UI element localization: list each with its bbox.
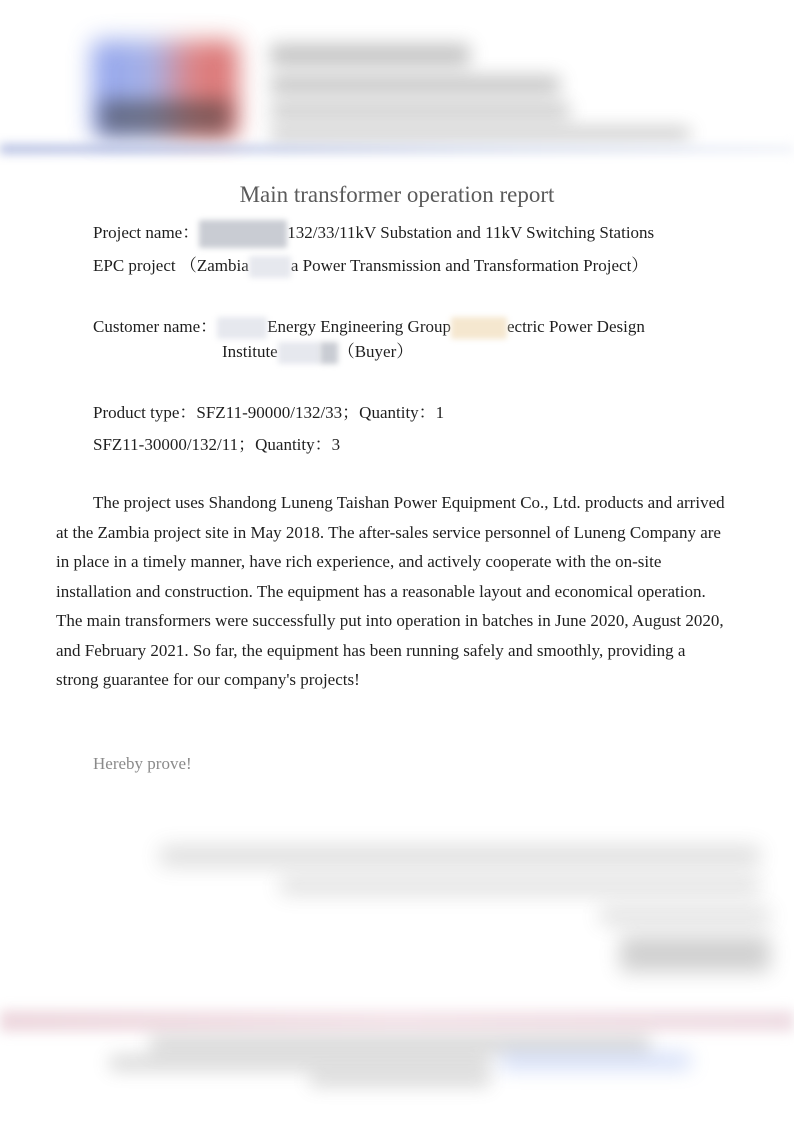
project-label: Project name： [93, 223, 200, 242]
redacted-text [320, 342, 338, 364]
redacted-text [451, 317, 507, 339]
customer-text: Institute [222, 342, 278, 361]
redacted-text [199, 220, 287, 248]
project-name-line-2 [93, 251, 648, 278]
redacted-text [249, 256, 291, 278]
project-text: 132/33/11kV Substation and 11kV Switching Stations [287, 223, 655, 242]
project-text: a Power Transmission and Transformation Project） [290, 256, 649, 275]
closing-text: Hereby prove! [93, 754, 192, 773]
signature-stamp [620, 936, 770, 972]
letterhead-line [270, 44, 470, 66]
body-text: The project uses Shandong Luneng Taishan Power Equipment Co., Ltd. products and arrived at the Zambia project site in May 2018. The after-sales service personnel of Luneng Company are in place in a timely manner, have rich experience, and actively cooperate with the on-site installation and construction. The equipment has a reasonable layout and economical operation. The main transformers were successfully put into operation in batches in June 2020, August 2020, and February 2021. So far, the equipment has been running safely and smoothly, providing a strong guarantee for our company's projects! [56, 493, 725, 689]
footer-band [0, 1010, 794, 1032]
customer-name-line-2 [222, 337, 413, 364]
footer-link [500, 1054, 690, 1068]
signature-line [600, 908, 770, 924]
footer-line [110, 1056, 490, 1070]
letterhead-line [270, 76, 560, 94]
signature-line [160, 846, 760, 866]
redacted-text [278, 342, 320, 364]
company-logo-text [100, 100, 230, 134]
letterhead-line [270, 104, 570, 118]
signature-line [280, 878, 760, 894]
product-type-line: Product type：SFZ11-90000/132/33；Quantity：1 [93, 403, 445, 422]
customer-label: Customer name： [93, 317, 218, 336]
customer-text: ectric Power Design [506, 317, 645, 336]
customer-text: Energy Engineering Group [267, 317, 451, 336]
report-title: Main transformer operation report [239, 182, 555, 207]
letterhead-rule [0, 144, 794, 154]
letterhead-line [270, 128, 690, 140]
customer-name-line [93, 312, 645, 339]
project-text: EPC project （Zambia [93, 256, 249, 275]
project-name-line [93, 218, 654, 248]
footer-line [150, 1036, 650, 1052]
footer-line [310, 1074, 490, 1086]
redacted-text [217, 317, 267, 339]
customer-text: （Buyer） [337, 342, 414, 361]
product-type-line-2: SFZ11-30000/132/11；Quantity：3 [93, 435, 341, 454]
body-paragraph [56, 488, 728, 695]
letterhead [0, 0, 794, 160]
